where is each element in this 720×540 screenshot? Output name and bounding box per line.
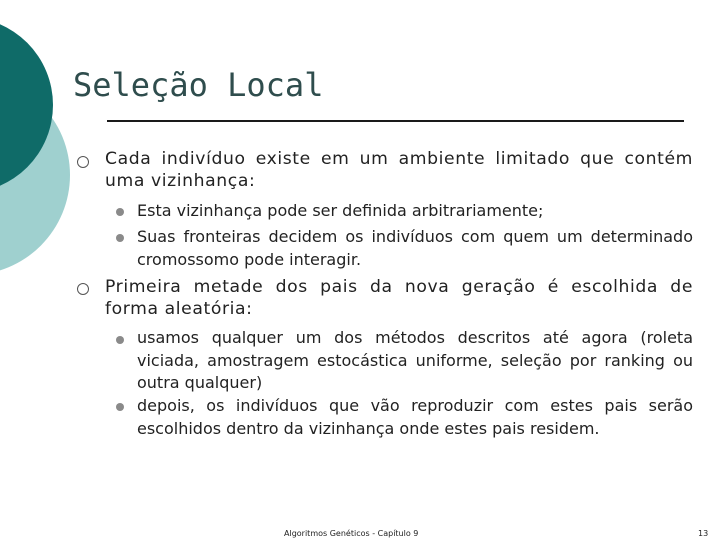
- slide-title: Seleção Local: [73, 66, 324, 104]
- sub-bullet-text: Suas fronteiras decidem os indivíduos com quem um determinado cromossomo pode interagir.: [137, 227, 693, 269]
- hollow-bullet-icon: [77, 156, 89, 168]
- footer-text: Algoritmos Genéticos - Capítulo 9: [284, 529, 419, 538]
- hollow-bullet-icon: [77, 283, 89, 295]
- sub-bullet-text: Esta vizinhança pode ser definida arbitrariamente;: [137, 201, 544, 220]
- dot-bullet-icon: [116, 208, 124, 216]
- decorative-circles: [0, 0, 120, 300]
- title-underline: [107, 120, 684, 122]
- sub-bullet-text: usamos qualquer um dos métodos descritos até agora (roleta viciada, amostragem estocástica uniforme, seleção por ranking ou outra qualquer): [137, 328, 693, 392]
- page-number: 13: [698, 529, 709, 538]
- dot-bullet-icon: [116, 336, 124, 344]
- dot-bullet-icon: [116, 403, 124, 411]
- bullet-text: Cada indivíduo existe em um ambiente limitado que contém uma vizinhança:: [105, 149, 693, 191]
- sub-bullet-text: depois, os indivíduos que vão reproduzir com estes pais serão escolhidos dentro da vizinhança onde estes pais residem.: [137, 396, 693, 438]
- dot-bullet-icon: [116, 234, 124, 242]
- bullet-text: Primeira metade dos pais da nova geração é escolhida de forma aleatória:: [105, 277, 693, 319]
